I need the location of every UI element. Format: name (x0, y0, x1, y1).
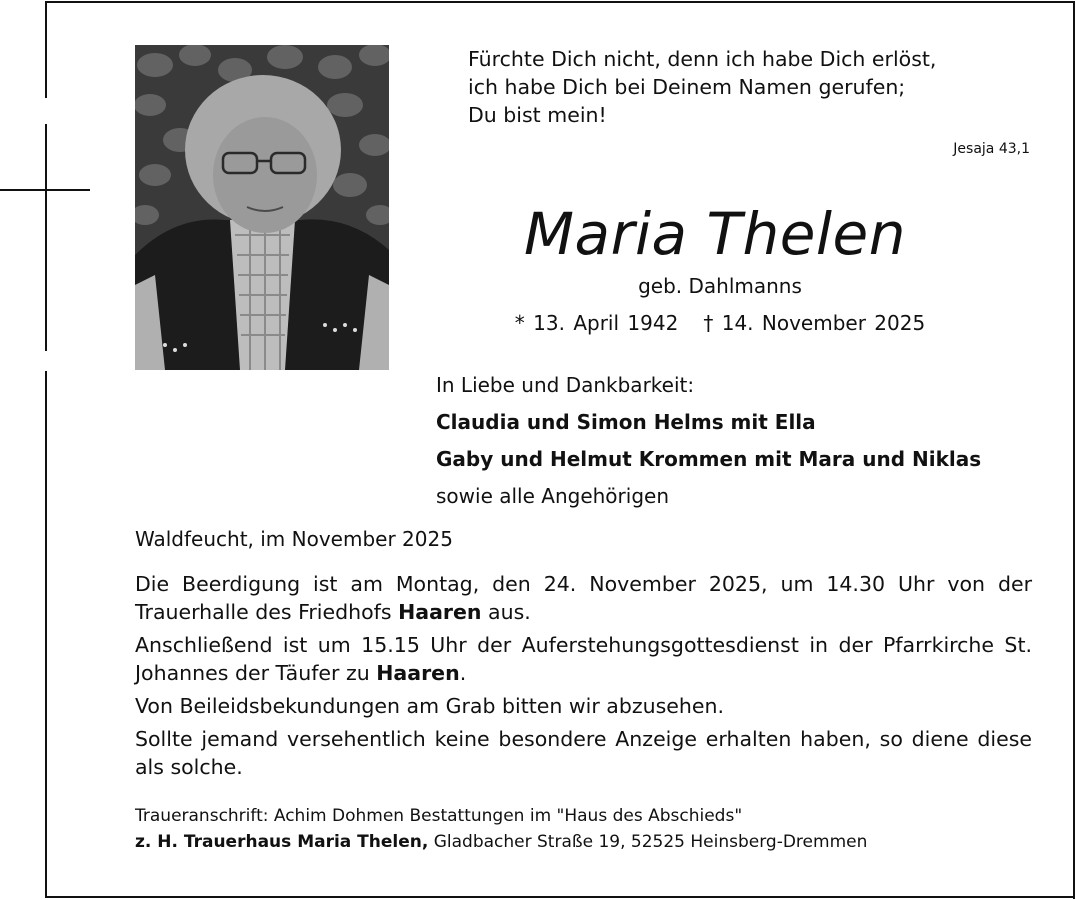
quote-line-2: ich habe Dich bei Deinem Namen gerufen; (468, 75, 906, 99)
frame-right-border (1073, 1, 1075, 899)
mourners-others: sowie alle Angehörigen (436, 484, 669, 508)
frame-left-border-upper (45, 1, 47, 98)
cross-icon-vertical (45, 124, 47, 351)
cross-icon-horizontal (0, 189, 90, 191)
life-dates: * 13. April 1942 † 14. November 2025 (514, 311, 926, 335)
place-date: Waldfeucht, im November 2025 (135, 527, 453, 551)
mourners-block (436, 367, 1056, 515)
mourners-family-1: Claudia und Simon Helms mit Ella (436, 410, 816, 434)
funeral-paragraph-1: Die Beerdigung ist am Montag, den 24. November 2025, um 14.30 Uhr von der Trauerhalle des Friedhofs Haaren aus. (135, 572, 1032, 624)
funeral-paragraph-4: Sollte jemand versehentlich keine besondere Anzeige erhalten haben, so diene diese als solche. (135, 727, 1032, 779)
address-line-2: z. H. Trauerhaus Maria Thelen, Gladbacher Straße 19, 52525 Heinsberg-Dremmen (135, 832, 868, 852)
frame-bottom-border (45, 896, 1075, 898)
birth-name: geb. Dahlmanns (638, 274, 802, 298)
bible-quote (468, 45, 1038, 129)
quote-line-1: Fürchte Dich nicht, denn ich habe Dich erlöst, (468, 47, 937, 71)
funeral-paragraph-2: Anschließend ist um 15.15 Uhr der Auferstehungsgottesdienst in der Pfarrkirche St. Johannes der Täufer zu Haaren. (135, 633, 1032, 685)
frame-top-border (45, 1, 1075, 3)
funeral-paragraph-3: Von Beileidsbekundungen am Grab bitten wir abzusehen. (135, 694, 725, 718)
mourners-intro: In Liebe und Dankbarkeit: (436, 373, 695, 397)
mourning-address (135, 803, 1035, 855)
mourners-family-2: Gaby und Helmut Krommen mit Mara und Niklas (436, 447, 982, 471)
frame-left-border-lower (45, 371, 47, 898)
quote-line-3: Du bist mein! (468, 103, 607, 127)
church-place: Haaren (376, 661, 460, 685)
funeral-details (135, 570, 1032, 786)
quote-source: Jesaja 43,1 (953, 141, 1030, 157)
portrait-photo (135, 45, 389, 370)
deceased-name: Maria Thelen (524, 200, 906, 268)
address-line-1: Traueranschrift: Achim Dohmen Bestattungen im "Haus des Abschieds" (135, 806, 743, 826)
funeral-place: Haaren (398, 600, 482, 624)
